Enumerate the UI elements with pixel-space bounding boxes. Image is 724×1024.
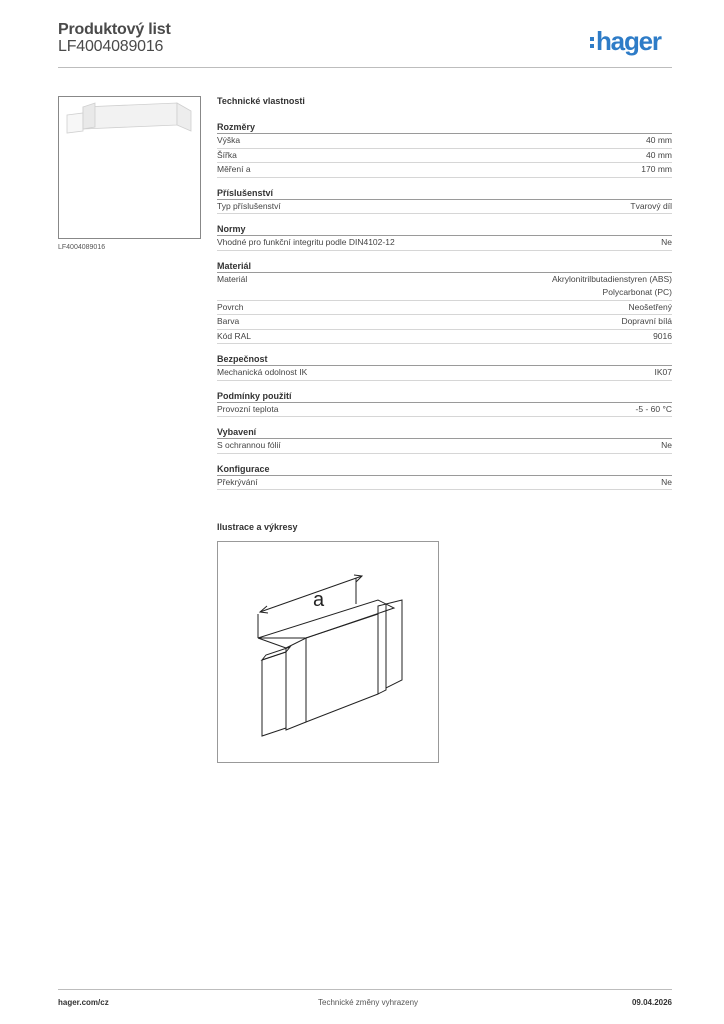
footer-divider (58, 989, 672, 990)
spec-value: Ne (661, 237, 672, 247)
illustrations-title: Ilustrace a výkresy (217, 522, 298, 532)
spec-row (217, 163, 672, 178)
spec-label: Povrch (217, 301, 244, 312)
spec-label: Typ příslušenství (217, 200, 281, 211)
product-image-caption: LF4004089016 (58, 244, 106, 251)
spec-row (217, 439, 672, 454)
spec-value: 40 mm (646, 149, 672, 160)
spec-value: Akrylonitrilbutadienstyren (ABS) Polycarbonat (PC) (552, 273, 672, 297)
hager-logo (590, 25, 661, 57)
spec-value: -5 - 60 °C (635, 403, 672, 414)
dimension-label: a (313, 589, 325, 611)
spec-label: Mechanická odolnost IK (217, 367, 308, 377)
footer-note: Technické změny vyhrazeny (318, 998, 419, 1007)
spec-value: Ne (661, 440, 672, 450)
footer-date: 09.04.2026 (631, 998, 672, 1007)
spec-label: Měření a (217, 164, 251, 174)
spec-value: 170 mm (641, 164, 672, 174)
spec-section (217, 462, 672, 491)
logo-dots-icon (590, 37, 594, 48)
spec-section (217, 186, 672, 215)
spec-row (217, 315, 672, 330)
spec-label: Výška (217, 135, 241, 145)
logo-text: hager (596, 26, 661, 56)
spec-row (217, 330, 672, 345)
spec-label: Šířka (217, 149, 237, 160)
specs-title: Technické vlastnosti (217, 96, 305, 106)
spec-section (217, 352, 672, 381)
spec-label: Provozní teplota (217, 403, 279, 414)
spec-label: Překrývání (217, 476, 258, 487)
spec-row (217, 200, 672, 215)
footer-website-link[interactable]: hager.com/cz (58, 998, 109, 1007)
product-number: LF4004089016 (58, 38, 164, 55)
page-title: Produktový list (58, 21, 171, 38)
technical-specs (217, 95, 672, 498)
spec-label: Barva (217, 316, 240, 326)
spec-section-title: Příslušenství (217, 186, 672, 200)
spec-value: Dopravní bílá (621, 316, 672, 326)
spec-section (217, 259, 672, 345)
dimension-drawing-icon (218, 542, 438, 762)
spec-label: Kód RAL (217, 330, 252, 341)
spec-value: Ne (661, 476, 672, 487)
spec-section (217, 389, 672, 418)
header-divider (58, 67, 672, 68)
spec-row (217, 476, 672, 491)
spec-label: Vhodné pro funkční integritu podle DIN4102-12 (217, 237, 395, 247)
spec-row (217, 149, 672, 164)
spec-section-title: Normy (217, 222, 672, 236)
spec-section-title: Materiál (217, 259, 672, 273)
spec-section (217, 425, 672, 454)
spec-section (217, 120, 672, 178)
product-thumbnail-icon (59, 97, 200, 238)
spec-label: S ochrannou fólií (217, 440, 281, 450)
spec-value: Tvarový díl (630, 200, 672, 211)
spec-row (217, 366, 672, 381)
spec-row (217, 273, 672, 301)
technical-drawing (217, 541, 439, 763)
spec-section-title: Konfigurace (217, 462, 672, 476)
product-image (58, 96, 201, 239)
spec-section-title: Podmínky použití (217, 389, 672, 403)
spec-value: 40 mm (646, 135, 672, 145)
spec-row (217, 403, 672, 418)
spec-section (217, 222, 672, 251)
spec-row (217, 301, 672, 316)
spec-section-title: Bezpečnost (217, 352, 672, 366)
spec-section-title: Vybavení (217, 425, 672, 439)
spec-row (217, 134, 672, 149)
spec-row (217, 236, 672, 251)
spec-value: 9016 (653, 330, 672, 341)
spec-label: Materiál (217, 273, 248, 284)
specs-sections (217, 120, 672, 490)
spec-section-title: Rozměry (217, 120, 672, 134)
spec-value: Neošetřený (628, 301, 672, 312)
spec-value: IK07 (654, 367, 672, 377)
